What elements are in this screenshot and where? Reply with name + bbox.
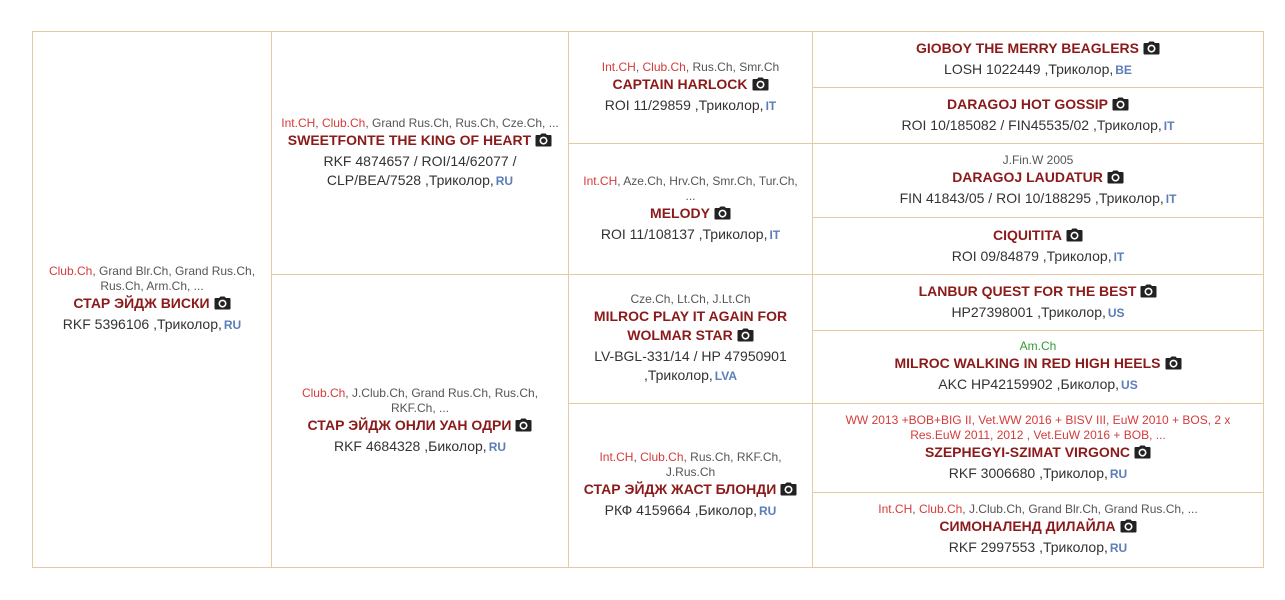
dog-name-link[interactable] <box>308 416 533 437</box>
country-code: RU <box>488 439 507 454</box>
title-highlight: Int.CH <box>599 450 634 464</box>
dog-name-link[interactable] <box>916 39 1160 60</box>
title-highlight: Int.CH <box>281 115 316 130</box>
dog-name: SZEPHEGYI-SZIMAT VIRGONC <box>924 443 1131 460</box>
registration-info <box>334 437 506 457</box>
title-highlight: Club.Ch <box>642 59 686 74</box>
pedigree-cell <box>569 144 813 275</box>
registration-text: RKF 2997553 ,Триколор, <box>948 539 1108 555</box>
dog-name: GIOBOY THE MERRY BEAGLERS <box>916 40 1139 56</box>
country-code: IT <box>1163 119 1175 133</box>
registration-text: RKF 4684328 ,Биколор, <box>333 437 487 454</box>
dog-name-link[interactable] <box>919 282 1158 303</box>
registration-info <box>949 538 1127 558</box>
registration-info <box>280 152 560 191</box>
dog-name: SWEETFONTE THE KING OF HEART <box>287 131 532 148</box>
dog-name: DARAGOJ HOT GOSSIP <box>946 96 1109 112</box>
camera-icon[interactable] <box>535 133 552 152</box>
title-text: J.Fin.W 2005 <box>1002 152 1074 167</box>
country-code: IT <box>1113 249 1125 264</box>
dog-name-link[interactable] <box>939 517 1136 538</box>
dog-name-link[interactable] <box>612 75 768 96</box>
country-code: US <box>1121 378 1138 392</box>
pedigree-cell <box>813 404 1264 493</box>
registration-text: RKF 3006680 ,Триколор, <box>948 464 1108 481</box>
dog-name-link[interactable] <box>925 443 1151 464</box>
camera-icon[interactable] <box>714 206 731 225</box>
title-highlight: Int.CH <box>878 502 913 516</box>
camera-icon[interactable] <box>1143 41 1160 60</box>
title-text: , Rus.Ch, Smr.Ch <box>685 59 780 74</box>
country-code: IT <box>769 227 781 242</box>
title-text: , Aze.Ch, Hrv.Ch, Smr.Ch, Tur.Ch, ... <box>617 173 798 203</box>
pedigree-cell <box>813 218 1264 275</box>
title-text: , Grand Blr.Ch, Grand Rus.Ch, Rus.Ch, Arm.Ch, ... <box>92 264 256 293</box>
registration-info <box>938 375 1137 395</box>
registration-info <box>902 116 1175 136</box>
registration-info <box>605 96 777 116</box>
dog-titles <box>1020 339 1057 354</box>
pedigree-cell <box>272 32 569 275</box>
dog-name: СТАР ЭЙДЖ ОНЛИ УАН ОДРИ <box>307 416 512 433</box>
camera-icon[interactable] <box>752 77 769 96</box>
dog-titles <box>602 60 779 75</box>
title-text: , <box>912 502 919 516</box>
title-highlight: Club.Ch <box>640 450 684 464</box>
title-highlight: Am.Ch <box>1019 339 1057 353</box>
dog-name-link[interactable] <box>584 480 798 501</box>
country-code: US <box>1107 306 1125 320</box>
registration-text: ROI 11/108137 ,Триколор, <box>600 225 768 242</box>
pedigree-cell <box>569 404 813 568</box>
dog-name-link[interactable] <box>288 131 552 152</box>
dog-titles <box>577 450 804 480</box>
registration-text: LOSH 1022449 ,Триколор, <box>944 61 1114 77</box>
pedigree-cell <box>813 32 1264 88</box>
title-highlight: Int.CH <box>601 59 636 74</box>
registration-text: ROI 11/29859 ,Триколор, <box>604 96 764 113</box>
registration-text: HP27398001 ,Триколор, <box>951 304 1106 320</box>
dog-name-link[interactable] <box>577 307 804 347</box>
camera-icon[interactable] <box>1120 519 1137 538</box>
dog-titles <box>630 292 750 307</box>
dog-name: CIQUITITA <box>993 226 1062 243</box>
registration-text: РКФ 4159664 ,Биколор, <box>604 502 758 518</box>
registration-info <box>601 225 780 245</box>
camera-icon[interactable] <box>1134 445 1151 464</box>
dog-name: MILROC WALKING IN RED HIGH HEELS <box>894 355 1161 371</box>
country-code: RU <box>1109 466 1128 481</box>
title-highlight: Club.Ch <box>301 385 346 400</box>
registration-text: RKF 4874657 / ROI/14/62077 / CLP/BEA/7528 ,Триколор, <box>323 152 517 188</box>
registration-info <box>952 247 1125 267</box>
registration-text: LV-BGL-331/14 / HP 47950901 ,Триколор, <box>594 348 787 383</box>
camera-icon[interactable] <box>1066 228 1083 247</box>
pedigree-cell <box>813 493 1264 568</box>
registration-info <box>951 303 1124 323</box>
title-highlight: Club.Ch <box>321 115 366 130</box>
dog-name-link[interactable] <box>993 226 1083 247</box>
pedigree-cell <box>569 32 813 144</box>
title-text: , J.Club.Ch, Grand Rus.Ch, Rus.Ch, RKF.Ch, ... <box>345 385 539 415</box>
title-text: , <box>635 59 643 74</box>
registration-info <box>577 347 804 386</box>
dog-titles <box>280 386 560 416</box>
dog-name: СТАР ЭЙДЖ ВИСКИ <box>73 295 210 311</box>
pedigree-cell <box>813 88 1264 144</box>
country-code: RU <box>1109 541 1128 555</box>
registration-text: FIN 41843/05 / ROI 10/188295 ,Триколор, <box>899 189 1164 206</box>
registration-text: RKF 5396106 ,Триколор, <box>62 316 222 332</box>
country-code: IT <box>1165 191 1177 206</box>
title-highlight: Club.Ch <box>918 502 963 516</box>
country-code: BE <box>1115 63 1132 77</box>
registration-info <box>949 464 1127 484</box>
dog-name: MILROC PLAY IT AGAIN FOR WOLMAR STAR <box>593 308 788 343</box>
pedigree-cell <box>272 275 569 568</box>
title-text: , <box>633 450 641 464</box>
title-highlight: WW 2013 +BOB+BIG II, Vet.WW 2016 + BISV III, EuW 2010 + BOS, 2 x Res.EuW 2011, 2012 , Vet.EuW 2016 + BOB, ... <box>845 412 1231 442</box>
dog-name-link[interactable] <box>952 168 1124 189</box>
camera-icon[interactable] <box>780 482 797 501</box>
title-text: , <box>315 115 322 130</box>
camera-icon[interactable] <box>1165 356 1182 375</box>
pedigree-cell <box>813 144 1264 218</box>
dog-name: LANBUR QUEST FOR THE BEST <box>918 283 1137 299</box>
pedigree-cell <box>813 331 1264 404</box>
dog-name-link[interactable] <box>947 95 1129 116</box>
pedigree-cell <box>33 32 272 568</box>
dog-name: MELODY <box>650 204 710 221</box>
dog-titles <box>47 264 257 294</box>
pedigree-table <box>32 31 1264 568</box>
registration-info <box>63 315 241 335</box>
dog-name: CAPTAIN HARLOCK <box>612 75 748 92</box>
pedigree-cell <box>813 275 1264 331</box>
pedigree-cell <box>569 275 813 404</box>
country-code: RU <box>223 318 242 332</box>
camera-icon[interactable] <box>737 328 754 347</box>
dog-name-link[interactable] <box>895 354 1182 375</box>
registration-info <box>900 189 1177 209</box>
title-text: , Grand Rus.Ch, Rus.Ch, Cze.Ch, ... <box>365 115 559 130</box>
country-code: LVA <box>714 369 738 383</box>
dog-name: DARAGOJ LAUDATUR <box>952 168 1103 185</box>
camera-icon[interactable] <box>1112 97 1129 116</box>
camera-icon[interactable] <box>1140 284 1157 303</box>
title-text: , J.Club.Ch, Grand Blr.Ch, Grand Rus.Ch, ... <box>962 502 1198 516</box>
country-code: RU <box>759 504 777 518</box>
registration-text: ROI 10/185082 / FIN45535/02 ,Триколор, <box>901 117 1162 133</box>
camera-icon[interactable] <box>1107 170 1124 189</box>
title-highlight: Club.Ch <box>48 264 93 278</box>
dog-name-link[interactable] <box>650 204 731 225</box>
dog-name: СИМОНАЛЕНД ДИЛАЙЛА <box>939 518 1116 534</box>
registration-text: AKC HP42159902 ,Биколор, <box>938 376 1120 392</box>
registration-info <box>944 60 1132 80</box>
title-highlight: Int.CH <box>583 173 618 188</box>
country-code: RU <box>495 173 514 188</box>
camera-icon[interactable] <box>214 296 231 315</box>
dog-titles <box>577 174 804 204</box>
dog-titles <box>878 502 1197 517</box>
dog-titles <box>821 413 1255 443</box>
dog-name: СТАР ЭЙДЖ ЖАСТ БЛОНДИ <box>583 481 777 497</box>
dog-name-link[interactable] <box>73 294 230 315</box>
country-code: IT <box>765 98 777 113</box>
title-text: Cze.Ch, Lt.Ch, J.Lt.Ch <box>630 292 751 306</box>
registration-info <box>605 501 777 521</box>
registration-text: ROI 09/84879 ,Триколор, <box>951 247 1112 264</box>
dog-titles <box>281 116 558 131</box>
dog-titles <box>1003 153 1074 168</box>
camera-icon[interactable] <box>515 418 532 437</box>
title-text: , Rus.Ch, RKF.Ch, J.Rus.Ch <box>665 450 782 479</box>
